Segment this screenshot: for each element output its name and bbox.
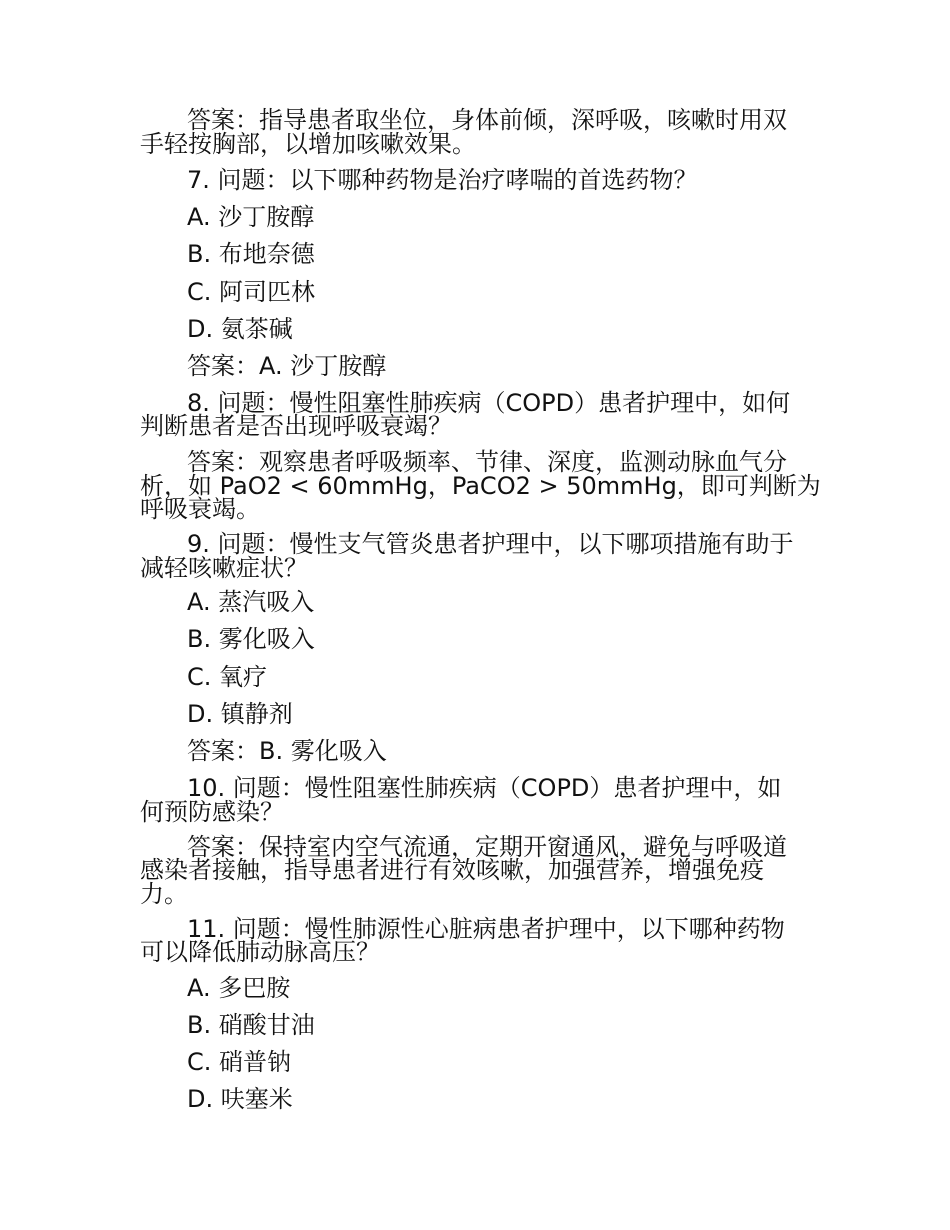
question-8: 8. 问题：慢性阻塞性肺疾病（COPD）患者护理中，如何 — [187, 389, 791, 417]
question-11-cont: 可以降低肺动脉高压？ — [140, 938, 380, 966]
question-8-answer-cont-2: 呼吸衰竭。 — [140, 495, 260, 523]
question-7-answer: 答案：A. 沙丁胺醇 — [187, 352, 387, 380]
question-9: 9. 问题：慢性支气管炎患者护理中，以下哪项措施有助于 — [187, 530, 794, 558]
question-7-option-a: A. 沙丁胺醇 — [187, 203, 315, 231]
question-10-answer-cont-1: 感染者接触，指导患者进行有效咳嗽，加强营养，增强免疫 — [140, 856, 764, 884]
question-11-option-b: B. 硝酸甘油 — [187, 1011, 315, 1039]
question-10-cont: 何预防感染？ — [140, 798, 284, 826]
question-8-answer-cont-1: 析，如 PaO2 < 60mmHg，PaCO2 > 50mmHg，即可判断为 — [140, 472, 821, 500]
question-11-option-a: A. 多巴胺 — [187, 974, 291, 1002]
question-7: 7. 问题：以下哪种药物是治疗哮喘的首选药物？ — [187, 166, 698, 194]
question-8-answer: 答案：观察患者呼吸频率、节律、深度，监测动脉血气分 — [187, 448, 787, 476]
question-11-option-c: C. 硝普钠 — [187, 1048, 292, 1076]
answer-6-text: 答案：指导患者取坐位，身体前倾，深呼吸，咳嗽时用双 — [187, 106, 787, 134]
question-9-option-d: D. 镇静剂 — [187, 700, 293, 728]
question-9-cont: 减轻咳嗽症状？ — [140, 554, 308, 582]
question-9-answer: 答案：B. 雾化吸入 — [187, 737, 387, 765]
question-10-answer-cont-2: 力。 — [140, 880, 188, 908]
question-7-option-d: D. 氨茶碱 — [187, 315, 293, 343]
question-7-option-b: B. 布地奈德 — [187, 240, 315, 268]
question-11-option-d: D. 呋塞米 — [187, 1085, 293, 1113]
question-8-cont: 判断患者是否出现呼吸衰竭？ — [140, 412, 452, 440]
question-9-option-b: B. 雾化吸入 — [187, 625, 315, 653]
question-7-option-c: C. 阿司匹林 — [187, 278, 316, 306]
answer-6-text-cont: 手轻按胸部，以增加咳嗽效果。 — [140, 130, 476, 158]
question-9-option-a: A. 蒸汽吸入 — [187, 588, 315, 616]
question-9-option-c: C. 氧疗 — [187, 663, 268, 691]
question-10: 10. 问题：慢性阻塞性肺疾病（COPD）患者护理中，如 — [187, 774, 782, 802]
question-11: 11. 问题：慢性肺源性心脏病患者护理中，以下哪种药物 — [187, 915, 785, 943]
question-10-answer: 答案：保持室内空气流通，定期开窗通风，避免与呼吸道 — [187, 833, 787, 861]
